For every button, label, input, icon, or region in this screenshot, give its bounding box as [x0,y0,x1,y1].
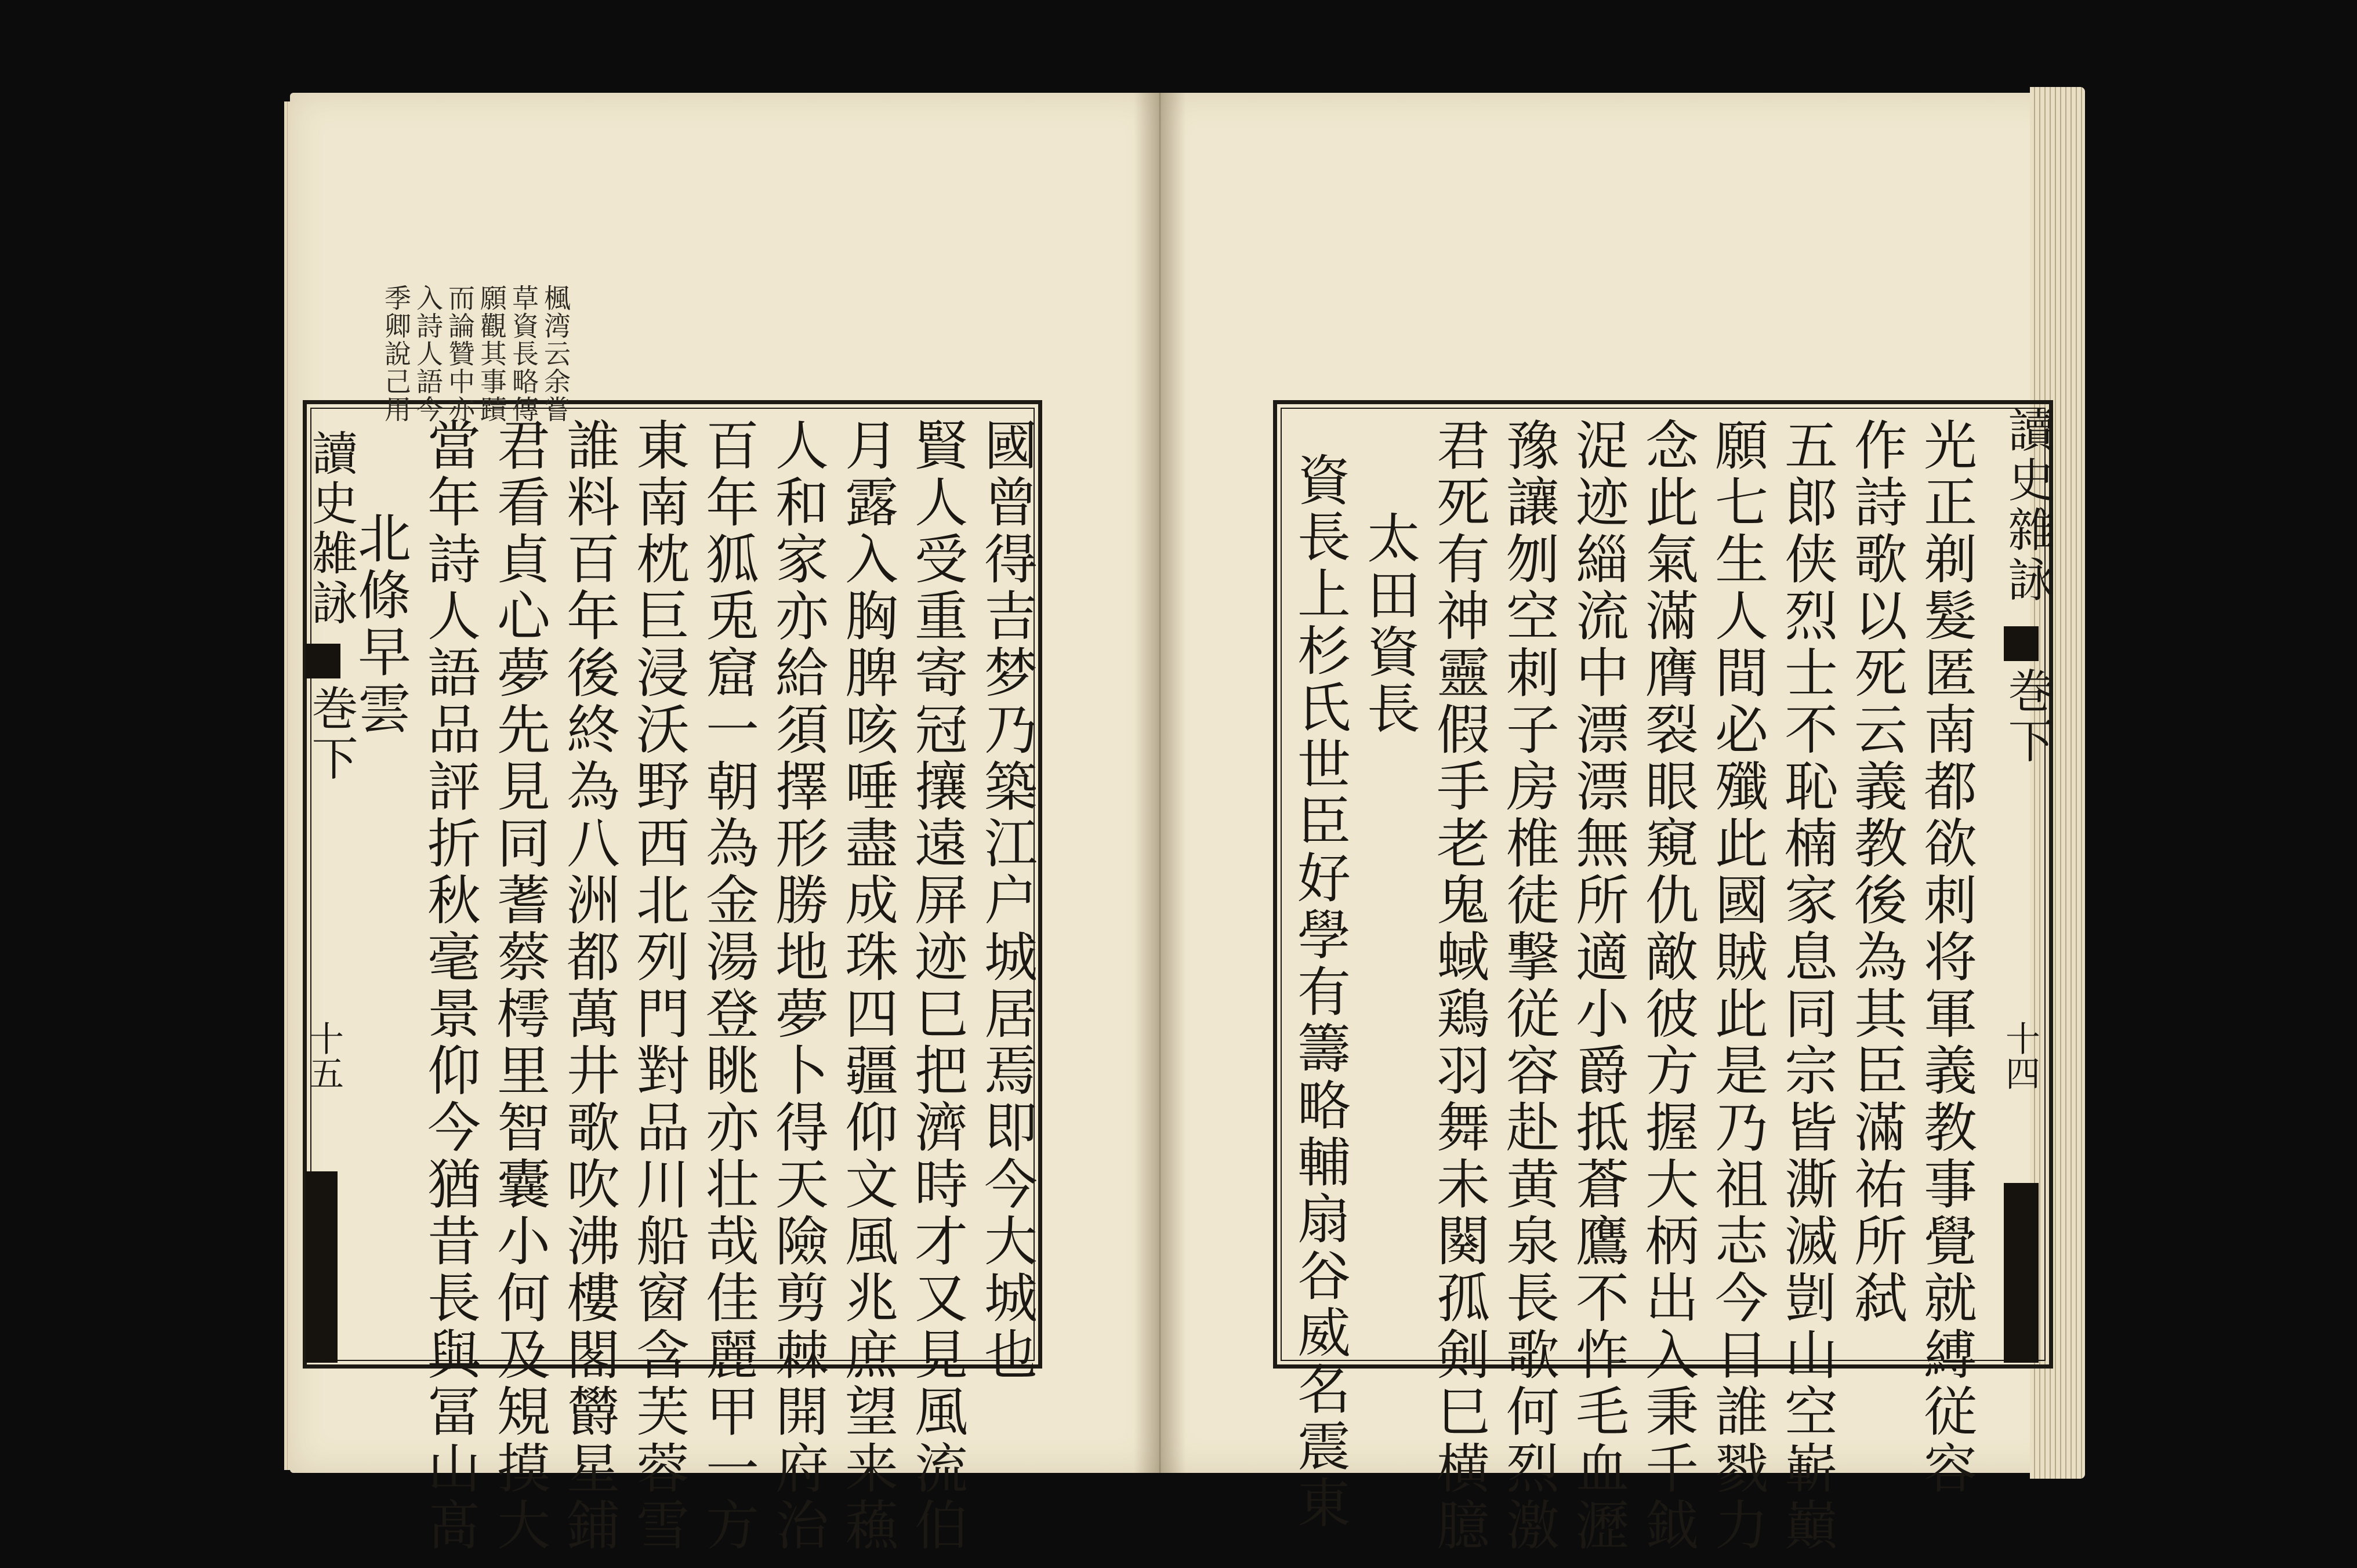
text-column: 五郎侠烈士不恥楠家息同宗皆澌滅剴山空嶄巔 [1776,418,1838,1554]
running-title: 讀史雑詠 [304,429,358,629]
text-column: 當年詩人語品評折秋毫景仰今猶昔長與冨山髙 [419,418,481,1554]
text-column: 月露入胸脾咳唾盡成珠四疆仰文風兆庶望来蘓 [836,418,898,1554]
text-column: 百年狐兎窟一朝為金湯登眺亦壮哉佳麗甲一方 [697,418,759,1554]
poem-title: 北條早雲 [349,510,411,738]
text-column: 念此氣滿膺裂眼窺仇敵彼方握大柄出入秉千鉞 [1637,418,1699,1554]
text-column: 君看貞心夢先見同蓍蔡樗里智囊小何及䂓摸大 [488,418,550,1554]
marginal-note-line: 入詩人語今 [412,284,444,423]
fishtail-mark [2004,626,2039,661]
text-column: 浞迹緇流中漂漂無所適小爵抵蒼鷹不怍毛血瀝 [1567,418,1629,1554]
marginal-note-line: 草資長略傳 [508,284,539,423]
text-column: 國曾得吉梦乃築江户城居焉即今大城也 [976,418,1038,1384]
black-block [2004,1183,2039,1363]
volume-label: 巻下 [2000,667,2054,767]
text-column: 資長上杉氏世臣好學有籌略輔扇谷威名震東 [1289,452,1351,1532]
fishtail-mark [306,644,340,678]
marginal-note-line: 而論贊中亦 [444,284,476,423]
book-gutter [1134,93,1186,1473]
black-block [306,1171,338,1363]
poem-title: 太田資長 [1358,510,1420,738]
text-column: 君死有神靈假手老鬼蜮鶏羽舞未闋孤剣巳横臆 [1428,418,1490,1554]
folio-number: 十五 [303,1021,344,1090]
text-column: 東南枕巨浸沃野西北列門對品川船窗含芙蓉雪 [628,418,690,1554]
text-column: 作詩歌以死云義教後為其臣滿祐所弑 [1845,418,1908,1327]
running-title: 讀史雜詠 [2000,406,2054,605]
text-column: 豫讓刎空刺子房椎徒撃従容赴黄泉長歌何烈激 [1497,418,1560,1554]
marginal-note-line: 願觀其事蹟 [476,284,507,423]
text-column: 光正剃髮匿南都欲刺将軍義教事覺就縛従容 [1915,418,1977,1497]
text-column: 願七生人間必殲此國賊此是乃祖志今日誰戮力 [1706,418,1768,1554]
marginal-note-line: 季卿說己用 [380,284,412,423]
text-column: 賢人受重寄冠攘遠屏迹巳把濟時才又見風流伯 [906,418,968,1554]
marginal-note-line: 楓湾云余嘗 [540,284,571,423]
volume-label: 巻下 [304,684,358,784]
text-column: 誰料百年後終為八洲都萬井歌吹沸樓閣欝星鋪 [558,418,620,1554]
text-column: 人和家亦給須擇形勝地夢卜得天險剪棘開府治 [767,418,829,1554]
folio-number: 十四 [2000,1021,2040,1090]
